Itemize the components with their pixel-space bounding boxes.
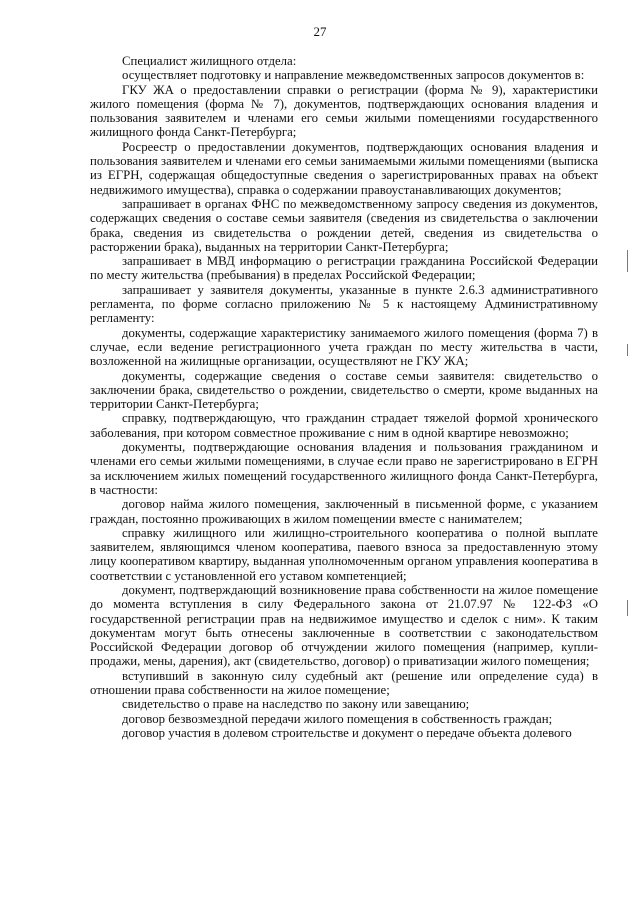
scan-mark (627, 344, 628, 356)
paragraph: документ, подтверждающий возникновение права собственности на жилое помещение до момента вступления в силу Федерального закона от 21.07.97 № 122-ФЗ «О государственной регистрации прав на недвижимое имущество и сделок с ним». К таким документам могут быть отнесены заключенные в соответствии с законодательством Российской Федерации договор об отчуждении жилого помещения (например, купли-продажи, мены, дарения), акт (свидетельство, договор) о приватизации жилого помещения; (90, 582, 598, 669)
document-body (90, 54, 598, 740)
paragraph: договор безвозмездной передачи жилого помещения в собственность граждан; (122, 711, 553, 726)
scan-mark (627, 250, 628, 272)
paragraph: запрашивает у заявителя документы, указанные в пункте 2.6.3 административного регламента, по форме согласно приложению № 5 к настоящему Административному регламенту: (90, 282, 598, 326)
paragraph: документы, содержащие сведения о составе семьи заявителя: свидетельство о заключении брака, свидетельство о рождении, свидетельство о смерти, кроме выданных на территории Санкт-Петербурга; (90, 368, 598, 412)
paragraph: Росреестр о предоставлении документов, подтверждающих основания владения и пользования заявителем и членами его семьи занимаемыми жилыми помещениями (выписка из ЕГРН, содержащая общедоступные сведения о зарегистрированных правах на объект недвижимого имущества), справка о содержании правоустанавливающих документов; (90, 139, 598, 197)
paragraph: вступивший в законную силу судебный акт (решение или определение суда) в отношении права собственности на жилое помещение; (90, 668, 598, 698)
paragraph: договор участия в долевом строительстве и документ о передаче объекта долевого (122, 725, 572, 740)
paragraph: документы, содержащие характеристику занимаемого жилого помещения (форма 7) в случае, если ведение регистрационного учета граждан по месту жительства в части, возложенной на жилищные организации, осуществляют не ГКУ ЖА; (90, 325, 598, 369)
paragraph: запрашивает в МВД информацию о регистрации гражданина Российской Федерации по месту жительства (пребывания) в пределах Российской Федерации; (90, 254, 598, 283)
paragraph: документы, подтверждающие основания владения и пользования гражданином и членами его семьи жилыми помещениями, в случае если право не зарегистрировано в ЕГРН за исключением жилых помещений государственного жилищного фонда Санкт-Петербурга, в частности: (90, 440, 598, 497)
paragraph: свидетельство о праве на наследство по закону или завещанию; (122, 697, 470, 712)
paragraph: осуществляет подготовку и направление межведомственных запросов документов в: (122, 68, 585, 83)
paragraph: запрашивает в органах ФНС по межведомственному запросу сведения из документов, содержащих сведения о составе семьи заявителя (сведения из свидетельства о заключении брака, сведения из свидетельства о рождении детей, сведения из свидетельства о расторжении брака), выданных на территории Санкт-Петербурга; (90, 196, 598, 254)
paragraph: справку жилищного или жилищно-строительного кооператива о полной выплате заявителем, являющимся членом кооператива, паевого взноса за предоставленную этому лицу кооперативом квартиру, выданная уполномоченным органом управления кооператива в соответствии с установленной его уставом компетенцией; (90, 525, 598, 583)
page-number: 27 (313, 24, 327, 39)
paragraph: договор найма жилого помещения, заключенный в письменной форме, с указанием граждан, постоянно проживающих в жилом помещении вместе с нанимателем; (90, 497, 598, 526)
paragraph: Специалист жилищного отдела: (122, 54, 297, 68)
paragraph: ГКУ ЖА о предоставлении справки о регистрации (форма № 9), характеристики жилого помещения (форма № 7), документов, подтверждающих основания владения и пользования заявителем и членами его семьи жилыми помещениями государственного жилищного фонда Санкт-Петербурга; (90, 82, 598, 140)
paragraph: справку, подтверждающую, что гражданин страдает тяжелой формой хронического заболевания, при котором совместное проживание с ним в одной квартире невозможно; (90, 411, 598, 440)
scan-mark (627, 600, 628, 616)
